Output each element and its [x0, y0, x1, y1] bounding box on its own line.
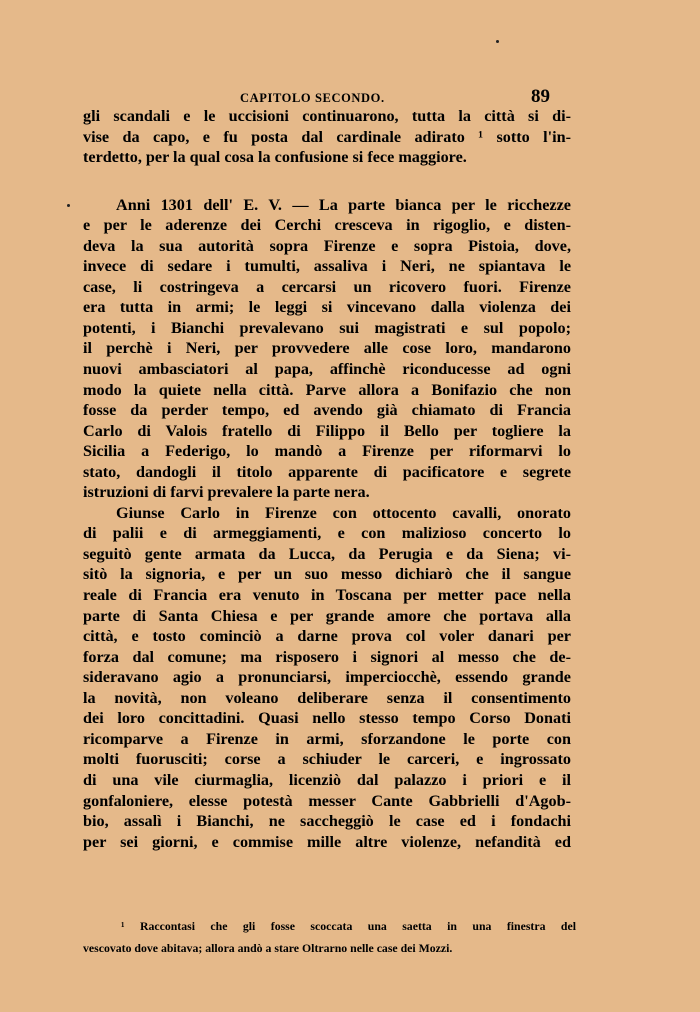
paragraph-gap: [83, 168, 571, 195]
text-line: potenti, i Bianchi prevalevano sui magistrati e sul popolo;: [83, 318, 571, 337]
text-line: terdetto, per la qual cosa la confusione si fece maggiore.: [83, 148, 467, 167]
text-line: Anni 1301 dell' E. V. — La parte bianca per le ricchezze: [116, 195, 571, 214]
paragraph-1: [83, 106, 571, 168]
text-line: case, li costringeva a cercarsi un ricovero fuori. Firenze: [83, 277, 571, 296]
text-line: di palii e di armeggiamenti, e con malizioso concerto lo: [83, 524, 571, 543]
body-text: [83, 106, 571, 852]
text-line: fosse da perder tempo, ed avendo già chiamato di Francia: [83, 401, 571, 420]
text-line: era tutta in armi; le leggi si vincevano dalla violenza dei: [83, 298, 571, 317]
text-line: invece di sedare i tumulti, assaliva i Neri, ne spiantava le: [83, 257, 571, 276]
page-header: [240, 86, 570, 108]
text-line: per sei giorni, e commise mille altre violenze, nefandità ed: [83, 832, 571, 851]
text-line: Giunse Carlo in Firenze con ottocento cavalli, onorato: [116, 503, 571, 522]
text-line: ricomparve a Firenze in armi, sforzandone le porte con: [83, 729, 571, 748]
text-line: molti fuorusciti; corse a schiuder le carceri, e ingrossato: [83, 750, 571, 769]
text-line: sideravano agio a pronunciarsi, imperciocchè, essendo grande: [83, 668, 571, 687]
paragraph-2: [83, 195, 571, 503]
text-line: sitò la signoria, e per un suo messo dichiarò che il sangue: [83, 565, 571, 584]
footnote-line: vescovato dove abitava; allora andò a stare Oltrarno nelle case dei Mozzi.: [83, 941, 453, 955]
text-line: e per le aderenze dei Cerchi cresceva in rigoglio, e disten-: [83, 216, 571, 235]
text-line: forza dal comune; ma risposero i signori al messo che de-: [83, 647, 571, 666]
text-line: deva la sua autorità sopra Firenze e sopra Pistoia, dove,: [83, 236, 571, 255]
text-line: di una vile ciurmaglia, licenziò dal palazzo i priori e il: [83, 770, 571, 789]
text-line: vise da capo, e fu posta dal cardinale adirato ¹ sotto l'in-: [83, 127, 571, 146]
text-line: modo la quiete nella città. Parve allora a Bonifazio che non: [83, 380, 571, 399]
ink-speck: [67, 204, 70, 207]
text-line: dei loro concittadini. Quasi nello stesso tempo Corso Donati: [83, 709, 571, 728]
text-line: bio, assalì i Bianchi, ne saccheggiò le case ed i fondachi: [83, 812, 571, 831]
text-line: Sicilia a Federigo, lo mandò a Firenze per riformarvi lo: [83, 442, 571, 461]
running-head: CAPITOLO SECONDO.: [240, 91, 385, 105]
paragraph-3: [83, 503, 571, 852]
text-line: nuovi ambasciatori al papa, affinchè riconducesse ad ogni: [83, 360, 571, 379]
ink-speck: [496, 40, 499, 43]
footnote-line: ¹ Raccontasi che gli fosse scoccata una saetta in una finestra del: [121, 919, 576, 933]
page-number: 89: [531, 86, 550, 107]
text-line: reale di Francia era venuto in Toscana per metter pace nella: [83, 586, 571, 605]
text-line: istruzioni di farvi prevalere la parte nera.: [83, 483, 370, 502]
footnote: [83, 915, 576, 959]
text-line: gonfaloniere, elesse potestà messer Cante Gabbrielli d'Agob-: [83, 791, 571, 810]
text-line: gli scandali e le uccisioni continuarono, tutta la città si di-: [83, 107, 571, 125]
text-line: il perchè i Neri, per provvedere alle cose loro, mandarono: [83, 339, 571, 358]
text-line: Carlo di Valois fratello di Filippo il Bello per togliere la: [83, 421, 571, 440]
text-line: la novità, non voleano deliberare senza il consentimento: [83, 688, 571, 707]
text-line: stato, dandogli il titolo apparente di pacificatore e segrete: [83, 462, 571, 481]
text-line: parte di Santa Chiesa e per grande amore che portava alla: [83, 606, 571, 625]
text-line: seguitò gente armata da Lucca, da Perugia e da Siena; vi-: [83, 544, 571, 563]
text-line: città, e tosto cominciò a darne prova col voler danari per: [83, 627, 571, 646]
